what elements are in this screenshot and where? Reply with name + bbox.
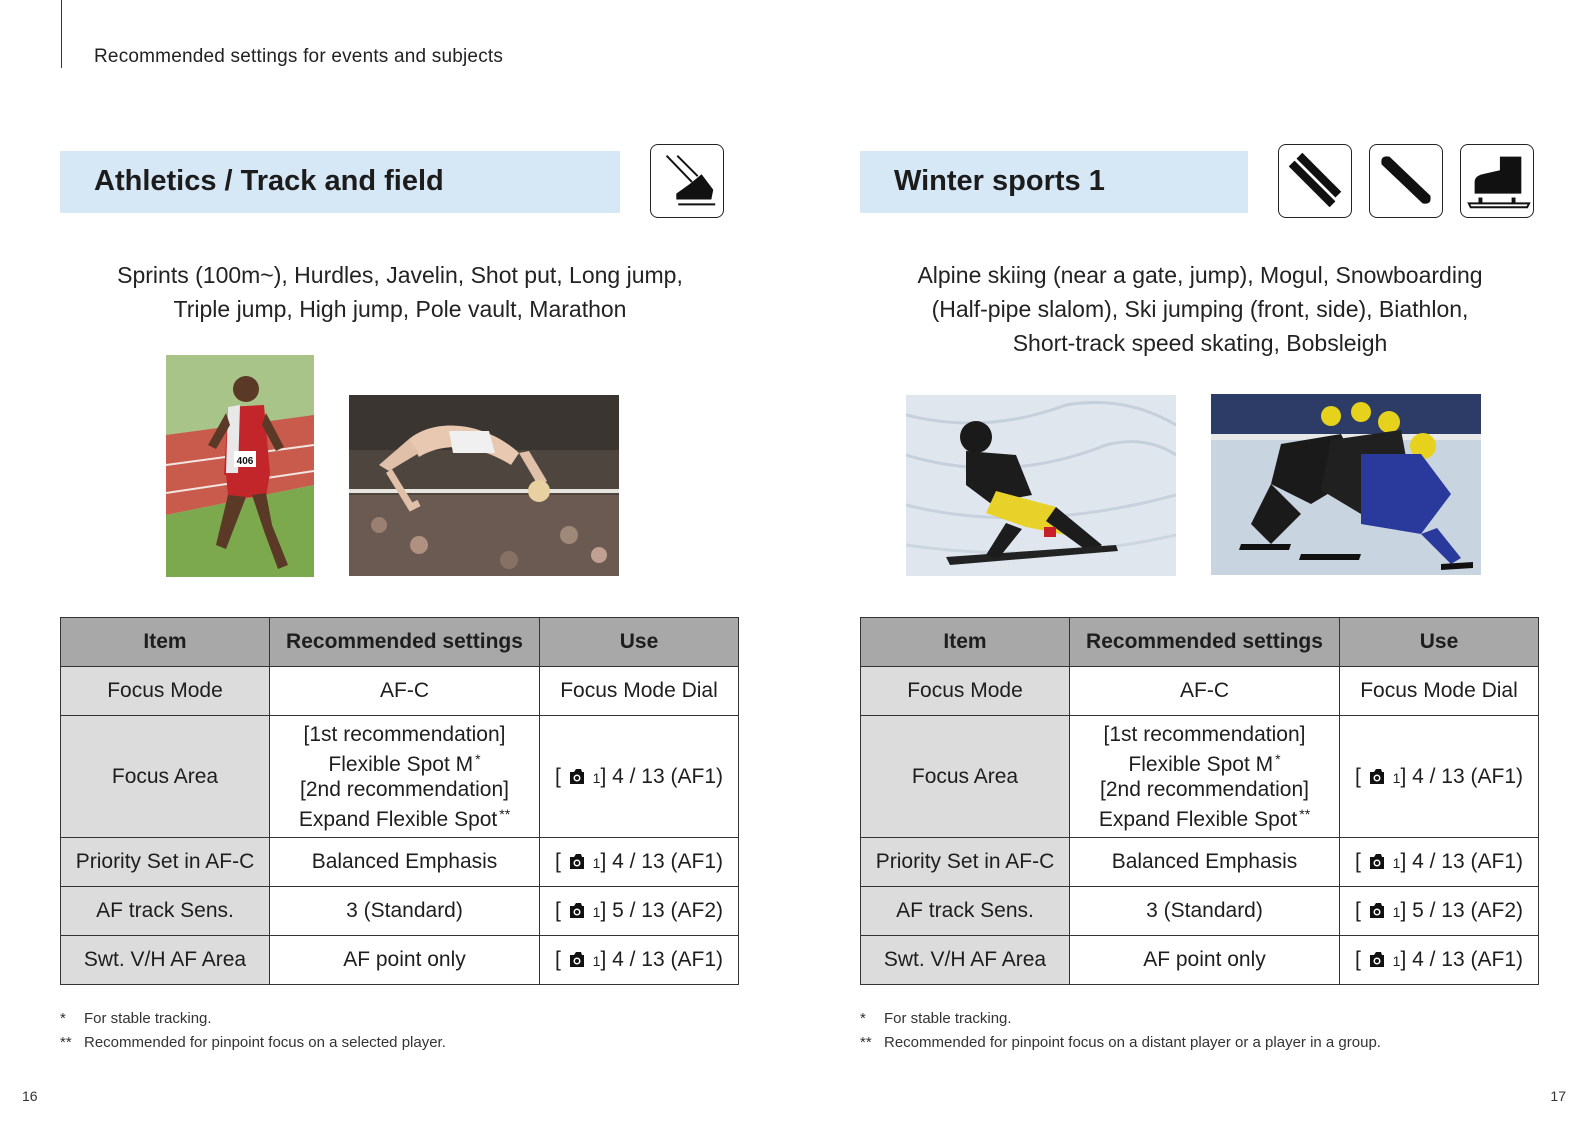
event-line: Short-track speed skating, Bobsleigh — [1012, 330, 1388, 356]
column-header-use: Use — [1340, 618, 1539, 667]
row-setting: Balanced Emphasis — [1070, 838, 1340, 887]
event-line: Alpine skiing (near a gate, jump), Mogul, Snowboarding — [917, 262, 1483, 288]
row-setting — [270, 716, 540, 838]
event-line: Sprints (100m~), Hurdles, Javelin, Shot put, Long jump, — [117, 262, 683, 288]
row-item: Focus Area — [61, 716, 270, 838]
table-row — [861, 838, 1539, 887]
table-row — [61, 936, 739, 985]
camera-menu-icon — [1369, 853, 1391, 871]
event-line: Triple jump, High jump, Pole vault, Marathon — [173, 296, 627, 322]
table-row — [861, 716, 1539, 838]
row-use: [ 1] 4 / 13 (AF1) — [1340, 838, 1539, 887]
setting-line: [1st recommendation] — [303, 722, 506, 746]
sprinter-photo — [166, 355, 314, 577]
track-shoe-icon — [650, 144, 724, 218]
snowboard-icon — [1369, 144, 1443, 218]
footnote-mark: * — [475, 750, 481, 767]
footnote-mark: * — [1275, 750, 1281, 767]
event-line: (Half-pipe slalom), Ski jumping (front, side), Biathlon, — [931, 296, 1469, 322]
row-use: Focus Mode Dial — [540, 667, 739, 716]
camera-menu-icon — [1369, 902, 1391, 920]
table-row — [61, 667, 739, 716]
row-item: Focus Mode — [861, 667, 1070, 716]
event-list — [60, 258, 740, 326]
camera-menu-icon — [569, 768, 591, 786]
row-use: Focus Mode Dial — [1340, 667, 1539, 716]
setting-line: Flexible Spot M * — [328, 750, 481, 776]
row-item: Focus Mode — [61, 667, 270, 716]
row-use: [ 1] 5 / 13 (AF2) — [1340, 887, 1539, 936]
row-setting — [1070, 716, 1340, 838]
camera-menu-icon — [569, 902, 591, 920]
setting-line: Flexible Spot M * — [1128, 750, 1281, 776]
row-item: AF track Sens. — [861, 887, 1070, 936]
row-use: [ 1] 4 / 13 (AF1) — [1340, 716, 1539, 838]
page-number-left: 16 — [22, 1088, 38, 1104]
ski-icon — [1278, 144, 1352, 218]
skate-icon — [1460, 144, 1534, 218]
row-use: [ 1] 4 / 13 (AF1) — [540, 716, 739, 838]
row-use: [ 1] 4 / 13 (AF1) — [1340, 936, 1539, 985]
high-jump-photo — [349, 395, 619, 576]
event-list — [860, 258, 1540, 360]
camera-menu-icon — [1369, 768, 1391, 786]
footnote: * For stable tracking. — [860, 1010, 1012, 1027]
table-row — [61, 716, 739, 838]
row-setting: AF point only — [1070, 936, 1340, 985]
table-row — [61, 838, 739, 887]
running-head: Recommended settings for events and subjects — [94, 46, 504, 67]
row-item: AF track Sens. — [61, 887, 270, 936]
setting-line: Expand Flexible Spot ** — [1098, 805, 1311, 831]
row-setting: Balanced Emphasis — [270, 838, 540, 887]
footnote: ** Recommended for pinpoint focus on a selected player. — [60, 1034, 446, 1051]
section-title-bar — [60, 151, 620, 213]
table-row — [861, 667, 1539, 716]
row-item: Swt. V/H AF Area — [861, 936, 1070, 985]
setting-line: [2nd recommendation] — [1100, 777, 1309, 801]
row-item: Priority Set in AF-C — [61, 838, 270, 887]
row-use: [ 1] 5 / 13 (AF2) — [540, 887, 739, 936]
row-setting: 3 (Standard) — [1070, 887, 1340, 936]
camera-menu-icon — [1369, 951, 1391, 969]
row-setting: AF point only — [270, 936, 540, 985]
row-setting: 3 (Standard) — [270, 887, 540, 936]
camera-menu-icon — [569, 853, 591, 871]
athletics-section — [60, 0, 740, 1122]
row-item: Swt. V/H AF Area — [61, 936, 270, 985]
settings-table — [860, 617, 1539, 985]
column-header-item: Item — [861, 618, 1070, 667]
row-item: Focus Area — [861, 716, 1070, 838]
page-number-right: 17 — [1550, 1088, 1566, 1104]
row-setting: AF-C — [1070, 667, 1340, 716]
table-row — [861, 936, 1539, 985]
footnotes — [860, 1007, 1381, 1055]
bib-number: 406 — [236, 456, 254, 467]
footnote-mark: ** — [499, 805, 511, 822]
alpine-skier-photo — [906, 395, 1176, 576]
camera-menu-icon — [569, 951, 591, 969]
settings-table — [60, 617, 739, 985]
column-header-item: Item — [61, 618, 270, 667]
row-setting: AF-C — [270, 667, 540, 716]
setting-line: [1st recommendation] — [1103, 722, 1306, 746]
row-item: Priority Set in AF-C — [861, 838, 1070, 887]
setting-line: [2nd recommendation] — [300, 777, 509, 801]
footnote: * For stable tracking. — [60, 1010, 212, 1027]
column-header-recommended: Recommended settings — [1070, 618, 1340, 667]
column-header-recommended: Recommended settings — [270, 618, 540, 667]
section-title: Athletics / Track and field — [94, 165, 444, 197]
column-header-use: Use — [540, 618, 739, 667]
footnotes — [60, 1007, 446, 1055]
row-use: [ 1] 4 / 13 (AF1) — [540, 936, 739, 985]
footnote-mark: ** — [1299, 805, 1311, 822]
table-row — [61, 887, 739, 936]
section-title-bar — [860, 151, 1248, 213]
table-row — [861, 887, 1539, 936]
setting-line: Expand Flexible Spot ** — [298, 805, 511, 831]
speed-skaters-photo — [1211, 394, 1481, 575]
footnote: ** Recommended for pinpoint focus on a distant player or a player in a group. — [860, 1034, 1381, 1051]
winter-sports-section — [860, 0, 1540, 1122]
row-use: [ 1] 4 / 13 (AF1) — [540, 838, 739, 887]
section-title: Winter sports 1 — [894, 165, 1105, 197]
